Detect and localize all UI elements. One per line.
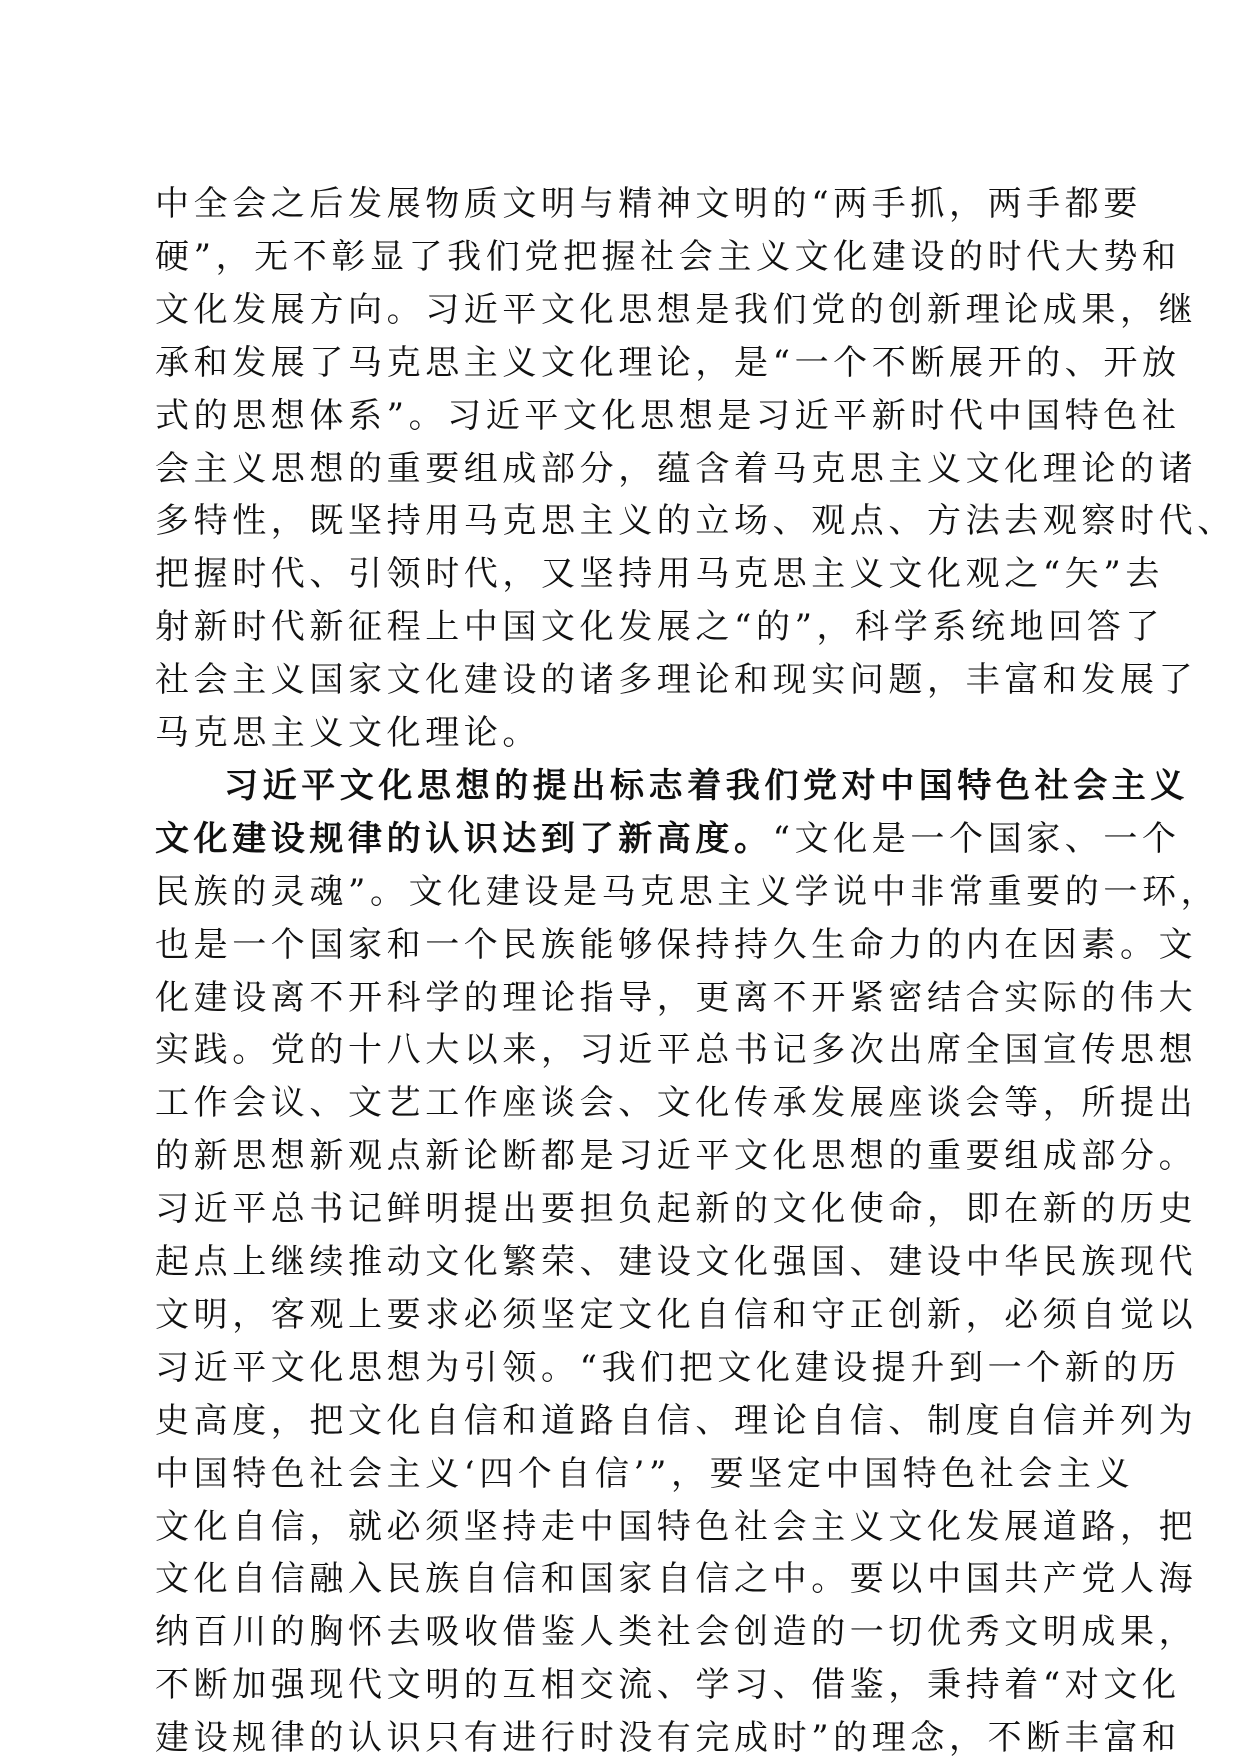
body-text-line: 也是一个国家和一个民族能够保持持久生命力的内在因素。文 (155, 924, 1198, 965)
body-text-line: 习近平文化思想为引领。“我们把文化建设提升到一个新的历 (155, 1347, 1181, 1388)
body-text-line: 习近平总书记鲜明提出要担负起新的文化使命，即在新的历史 (155, 1189, 1198, 1230)
body-text-line: 中国特色社会主义‘四个自信’”，要坚定中国特色社会主义 (155, 1453, 1135, 1494)
section-heading-end: 文化建设规律的认识达到了新高度。 (155, 818, 773, 859)
body-text-line: 起点上继续推动文化繁荣、建设文化强国、建设中华民族现代 (155, 1242, 1198, 1282)
body-text-line: 实践。党的十八大以来，习近平总书记多次出席全国宣传思想 (155, 1030, 1198, 1071)
body-text-line: 社会主义国家文化建设的诸多理论和现实问题，丰富和发展了 (155, 660, 1198, 701)
mixed-text-line (155, 818, 1181, 859)
body-text-line: 会主义思想的重要组成部分，蕴含着马克思主义文化理论的诸 (155, 448, 1198, 489)
body-text-line: 不断加强现代文明的互相交流、学习、借鉴，秉持着“对文化 (155, 1665, 1181, 1706)
body-text-line: 的新思想新观点新论断都是习近平文化思想的重要组成部分。 (155, 1136, 1198, 1177)
body-text-line: 文化自信，就必须坚持走中国特色社会主义文化发展道路，把 (155, 1506, 1198, 1547)
quote-start: “文化是一个国家、一个 (772, 818, 1181, 859)
body-text-line: 射新时代新征程上中国文化发展之“的”，科学系统地回答了 (155, 607, 1164, 648)
body-text-line: 工作会议、文艺工作座谈会、文化传承发展座谈会等，所提出 (155, 1083, 1198, 1124)
body-text-line: 把握时代、引领时代，又坚持用马克思主义文化观之“矢”去 (155, 554, 1164, 595)
body-text-line: 纳百川的胸怀去吸收借鉴人类社会创造的一切优秀文明成果， (155, 1612, 1198, 1653)
body-text-line: 中全会之后发展物质文明与精神文明的“两手抓，两手都要 (155, 184, 1142, 224)
body-text-line: 建设规律的认识只有进行时没有完成时”的理念，不断丰富和 (155, 1718, 1181, 1758)
body-text-line: 民族的灵魂”。文化建设是马克思主义学说中非常重要的一环， (155, 871, 1220, 912)
body-text-line: 文化发展方向。习近平文化思想是我们党的创新理论成果，继 (155, 289, 1198, 330)
body-text-line: 化建设离不开科学的理论指导，更离不开紧密结合实际的伟大 (155, 977, 1198, 1018)
body-text-line: 文明，客观上要求必须坚定文化自信和守正创新，必须自觉以 (155, 1294, 1198, 1335)
body-text-line: 多特性，既坚持用马克思主义的立场、观点、方法去观察时代、 (155, 501, 1236, 542)
body-text-line: 史高度，把文化自信和道路自信、理论自信、制度自信并列为 (155, 1400, 1198, 1441)
section-heading-line: 习近平文化思想的提出标志着我们党对中国特色社会主义 (224, 765, 1189, 806)
body-text-line: 文化自信融入民族自信和国家自信之中。要以中国共产党人海 (155, 1559, 1198, 1600)
body-text-line: 式的思想体系”。习近平文化思想是习近平新时代中国特色社 (155, 395, 1181, 436)
body-text-line: 马克思主义文化理论。 (155, 713, 541, 753)
body-text-line: 承和发展了马克思主义文化理论，是“一个不断展开的、开放 (155, 342, 1181, 383)
body-text-line: 硬”，无不彰显了我们党把握社会主义文化建设的时代大势和 (155, 236, 1181, 277)
